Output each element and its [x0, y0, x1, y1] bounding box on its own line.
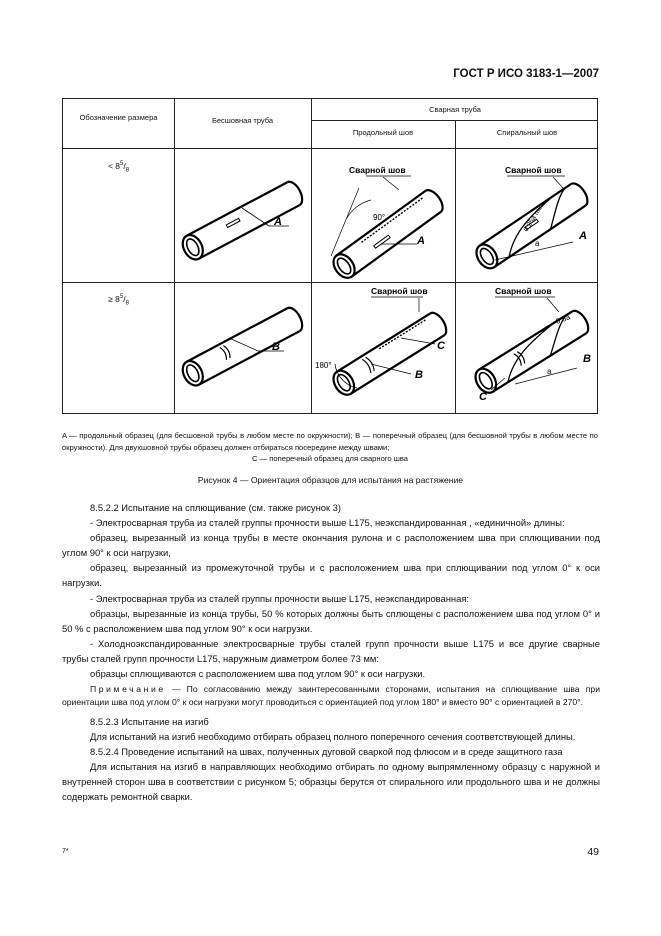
label-angle-90: 90°	[373, 213, 386, 222]
document-id: ГОСТ Р ИСО 3183-1—2007	[453, 68, 599, 80]
header-seamless: Бесшовная труба	[211, 116, 274, 125]
paragraph: образцы, вырезанные из конца трубы, 50 % которых должны быть сплющены с расположением шва под углом 0° и 50 % с расположением шва под углом 90° к оси нагрузки.	[62, 607, 600, 634]
legend-line-2: C — поперечный образец для сварного шва	[251, 454, 409, 463]
label-weld-seam: Сварной шов	[505, 165, 562, 175]
welded-longitudinal-pipe-figure	[311, 148, 455, 282]
legend-line-1: A — продольный образец (для бесшовной трубы в любом месте по окружности); B — поперечный образец (для бесшовной трубы в любом месте по окружности). Для двухшовной трубы образец должен отбираться посередине между швами;	[62, 431, 598, 452]
label-weld-seam: Сварной шов	[495, 286, 552, 296]
paragraph: - Электросварная труба из сталей группы прочности выше L175, неэкспандированная , «единичной» длины:	[90, 517, 565, 529]
note-text: — По согласованию между заинтересованными сторонами, испытания на сплющивание шва при ориентации шва под углом 0° к оси нагрузки могут проводиться с ориентацией под углом 180° и вместо 90° с ориентацией в 270°.	[62, 684, 600, 707]
header-welded: Сварная труба	[429, 105, 481, 114]
note	[62, 683, 600, 708]
paragraph: Для испытаний на изгиб необходимо отбирать образец полного поперечного сечения соответствующей длины.	[90, 731, 576, 743]
section-heading: 8.5.2.2 Испытание на сплющивание (см. также рисунок 3)	[90, 502, 342, 513]
specimen-orientation-table	[62, 98, 598, 414]
paragraph: образец, вырезанный из конца трубы в месте окончания рулона и с расположением шва при сплющивании под углом 90° к оси нагрузки,	[62, 532, 600, 559]
note-label: Примечание	[90, 684, 166, 695]
section-heading: 8.5.2.3 Испытание на изгиб	[90, 715, 209, 727]
label-dist-a: a	[547, 367, 552, 376]
seamless-pipe-transverse-figure	[174, 282, 311, 415]
seamless-pipe-longitudinal-figure	[174, 148, 311, 282]
paragraph: образцы сплющиваются с расположением шва под углом 90° к оси нагрузки.	[90, 668, 426, 680]
label-b: B	[272, 341, 280, 353]
paragraph: - Электросварная труба из сталей группы прочности выше L175, неэкспандированная:	[90, 592, 469, 604]
label-b: B	[415, 369, 423, 381]
welded-spiral-transverse-figure	[455, 282, 599, 415]
label-a: A	[417, 235, 425, 247]
label-dist-a: a	[535, 239, 540, 248]
row-label-large: ≥ $8^5/_8$	[108, 294, 129, 307]
row-label-small: < $8^5/_8$	[107, 161, 130, 174]
paragraph: - Холодноэкспандированные электросварные трубы сталей групп прочности выше L175 и все другие сварные трубы сталей групп прочности L175, наружным диаметром более 73 мм:	[62, 637, 600, 664]
label-a: A	[274, 216, 282, 228]
welded-spiral-pipe-figure	[455, 148, 599, 282]
label-weld-seam: Сварной шов	[371, 286, 428, 296]
header-spiral: Спиральный шов	[496, 128, 558, 137]
label-weld-seam: Сварной шов	[349, 165, 406, 175]
header-longitudinal: Продольный шов	[352, 128, 414, 137]
label-a: A	[579, 230, 587, 242]
page-number: 49	[587, 846, 599, 858]
paragraph: Для испытания на изгиб в направляющих необходимо отбирать по одному выпрямленному образцу с наружной и внутренней сторон шва в соответствии с рисунком 5; образцы берутся от спирального или продольного шва и не должны содержать ремонтной сварки.	[62, 761, 600, 803]
figure-caption: Рисунок 4 — Ориентация образцов для испытания на растяжение	[197, 475, 464, 485]
label-dist-025a: 0,25a min	[522, 203, 545, 234]
section-heading: 8.5.2.4 Проведение испытаний на швах, полученных дуговой сваркой под флюсом и в среде защитного газа	[90, 746, 563, 758]
label-angle-180: 180°	[315, 361, 332, 370]
figure-legend	[62, 430, 598, 465]
footer-sheet-mark: 7*	[62, 848, 69, 855]
label-c: C	[479, 391, 487, 403]
label-dist-05a: 0,5a	[554, 312, 572, 326]
header-designation: Обозначение размера	[79, 113, 158, 122]
body-text	[62, 500, 600, 805]
paragraph: образец, вырезанный из промежуточной трубы и с расположением шва при сплющивании под углом 0° к оси нагрузки.	[62, 562, 600, 589]
label-c: C	[437, 340, 445, 352]
label-b: B	[583, 353, 591, 365]
welded-longitudinal-transverse-figure	[311, 282, 455, 415]
row-divider	[311, 120, 597, 121]
